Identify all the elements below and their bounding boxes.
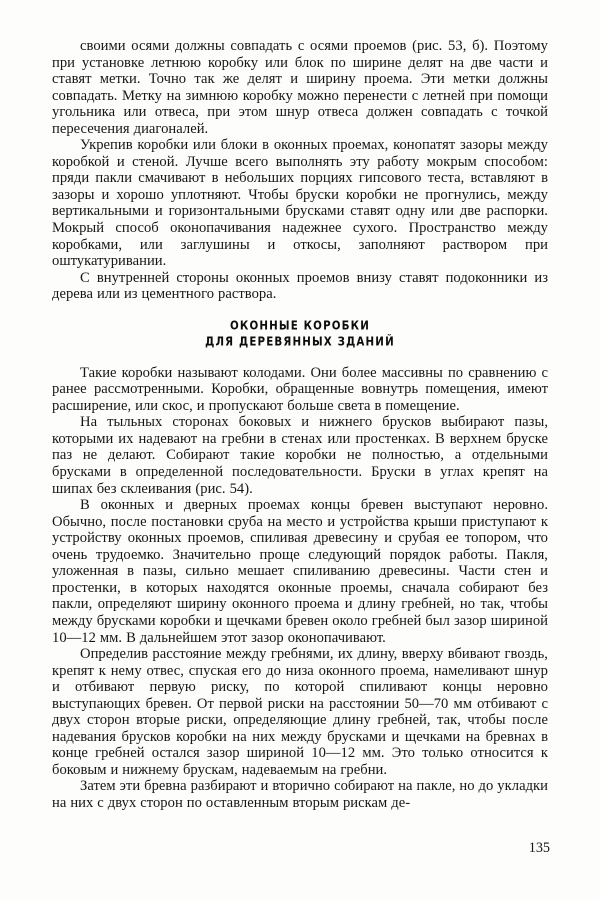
paragraph-6: В оконных и дверных проемах концы бревен выступают неровно. Обычно, после постановки сруба на место и устройства крыши приступают к устройству оконных проемов, спиливая древесину и срубая ее топором, что очень трудоемко. Значительно проще следующий порядок работы. Пакля, уложенная в пазы, сильно мешает спиливанию древесины. Части стен и простенки, в которых находятся оконные проемы, сначала собирают без пакли, определяют ширину оконного проема и длину гребней, но так, чтобы между брусками коробки и щечками бревен около гребней был зазор шириной 10—12 мм. В дальнейшем этот зазор оконопачивают.	[52, 497, 548, 646]
paragraph-3: С внутренней стороны оконных проемов внизу ставят подоконники из дерева или из цементного раствора.	[52, 269, 548, 303]
page-text-column	[52, 38, 548, 812]
paragraph-2: Укрепив коробки или блоки в оконных проемах, конопатят зазоры между коробкой и стеной. Лучше всего выполнять эту работу мокрым способом: пряди пакли смачивают в небольших порциях гипсового теста, вставляют в зазоры и хорошо уплотняют. Чтобы бруски коробки не прогнулись, между вертикальными и горизонтальными брусками ставят одну или две распорки. Мокрый способ оконопачивания надежнее сухого. Пространство между коробками, или заглушины и откосы, заполняют раствором при оштукатуривании.	[52, 137, 548, 270]
section-heading-line-2: ДЛЯ ДЕРЕВЯННЫХ ЗДАНИЙ	[205, 335, 395, 350]
paragraph-7: Определив расстояние между гребнями, их длину, вверху вбивают гвоздь, крепят к нему отвес, спуская его до низа оконного проема, намеливают шнур и отбивают первую риску, по которой спиливают концы неровно выступающих бревен. От первой риски на расстоянии 50—70 мм отбивают с двух сторон вторые риски, определяющие длину гребней, так, чтобы после надевания брусков коробки на них между брусками и щечками на бревнах в конце гребней остался зазор шириной 10—12 мм. Это только относится к боковым и нижнему брускам, надеваемым на гребни.	[52, 646, 548, 778]
paragraph-8: Затем эти бревна разбирают и вторично собирают на пакле, но до укладки на них с двух сторон по оставленным вторым рискам де-	[52, 778, 548, 811]
page-number: 135	[528, 840, 550, 856]
paragraph-1: своими осями должны совпадать с осями проемов (рис. 53, б). Поэтому при установке летнюю коробку или блок по ширине делят на две части и ставят метки. Точно так же делят и ширину проема. Эти метки должны совпадать. Метку на зимнюю коробку можно перенести с летней при помощи угольника или отвеса, при этом шнур отвеса должен совпадать с точкой пересечения диагоналей.	[52, 38, 548, 137]
section-heading-line-1: ОКОННЫЕ КОРОБКИ	[229, 318, 371, 333]
paragraph-4: Такие коробки называют колодами. Они более массивны по сравнению с ранее рассмотренными. Коробки, обращенные вовнутрь помещения, имеют расширение, или скос, и пропускают больше света в помещение.	[52, 364, 548, 414]
section-heading	[52, 320, 548, 350]
paragraph-5: На тыльных сторонах боковых и нижнего брусков выбирают пазы, которыми их надевают на гребни в стенах или простенках. В верхнем бруске паз не делают. Собирают такие коробки не полностью, а отдельными брусками в определенной последовательности. Бруски в углах крепят на шипах без склеивания (рис. 54).	[52, 414, 548, 497]
